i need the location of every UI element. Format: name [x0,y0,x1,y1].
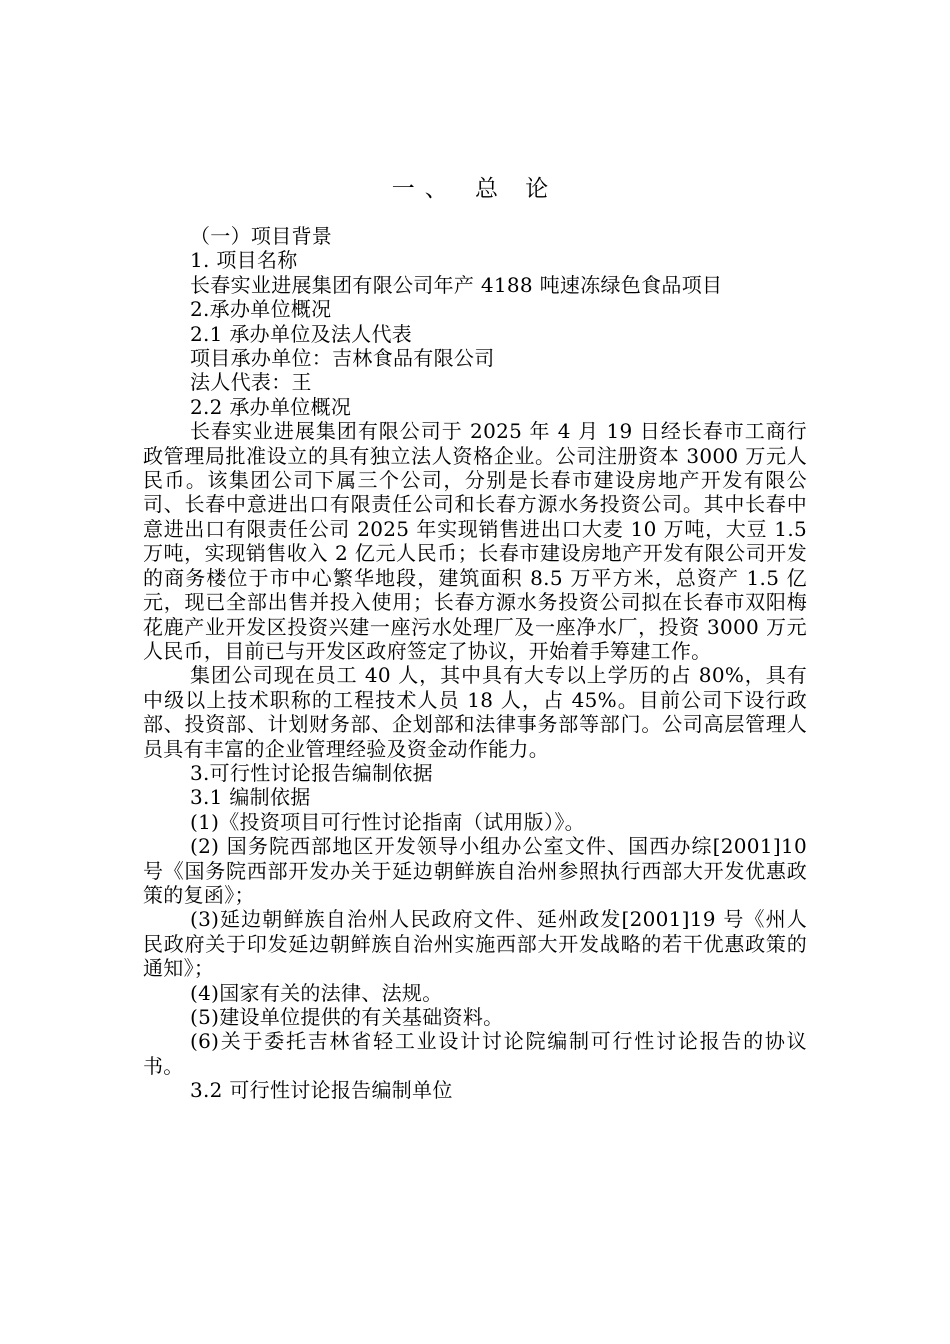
subsection-heading: 3.1 编制依据 [190,785,311,810]
staff-paragraph: 集团公司现在员工 40 人，其中具有大专以上学历的占 80%，具有中级以上技术职称的工程技术人员 18 人，占 45%。目前公司下设行政部、投资部、计划财务部、企划部和法律事务部等部门。公司高层管理人员具有丰富的企业管理经验及资金动作能力。 [143,663,807,761]
subsection-heading: 3.2 可行性讨论报告编制单位 [190,1078,453,1103]
company-overview-paragraph: 长春实业进展集团有限公司于 2025 年 4 月 19 日经长春市工商行政管理局批准设立的具有独立法人资格企业。公司注册资本 3000 万元人民币。该集团公司下属三个公司，分别是长春市建设房地产开发有限公司、长春中意进出口有限责任公司和长春方源水务投资公司。其中长春中意进出口有限责任公司 2025 年实现销售进出口大麦 10 万吨，大豆 1.5 万吨，实现销售收入 2 亿元人民币；长春市建设房地产开发有限公司开发的商务楼位于市中心繁华地段，建筑面积 8.5 万平方米，总资产 1.5 亿元，现已全部出售并投入使用；长春方源水务投资公司拟在长春市双阳梅花鹿产业开发区投资兴建一座污水处理厂及一座净水厂，投资 3000 万元人民币，目前已与开发区政府签定了协议，开始着手筹建工作。 [143,419,807,663]
chapter-title: 一、 总 论 [391,176,559,202]
legal-rep-line: 法人代表：王 [190,370,312,395]
document-body [143,224,807,1103]
subsection-heading: 2.2 承办单位概况 [190,394,352,419]
subsection-heading: 1. 项目名称 [190,248,298,273]
subsection-heading: 2.承办单位概况 [190,297,332,322]
section-heading: （一）项目背景 [190,224,333,248]
basis-item: (5)建设单位提供的有关基础资料。 [190,1005,504,1029]
subsection-heading: 3.可行性讨论报告编制依据 [190,760,433,785]
undertaker-line: 项目承办单位：吉林食品有限公司 [190,346,495,371]
basis-item: (3)延边朝鲜族自治州人民政府文件、延州政发[2001]19 号《州人民政府关于印发延边朝鲜族自治州实施西部大开发战略的若干优惠政策的通知》； [143,907,807,981]
basis-item: (2) 国务院西部地区开发领导小组办公室文件、国西办综[2001]10 号《国务院西部开发办关于延边朝鲜族自治州参照执行西部大开发优惠政策的复函》； [143,834,807,907]
basis-item: (6)关于委托吉林省轻工业设计讨论院编制可行性讨论报告的协议书。 [143,1029,807,1078]
project-name: 长春实业进展集团有限公司年产 4188 吨速冻绿色食品项目 [190,272,723,297]
basis-item: (1)《投资项目可行性讨论指南（试用版）》。 [190,809,585,834]
basis-item: (4)国家有关的法律、法规。 [190,980,443,1005]
subsection-heading: 2.1 承办单位及法人代表 [190,321,413,346]
